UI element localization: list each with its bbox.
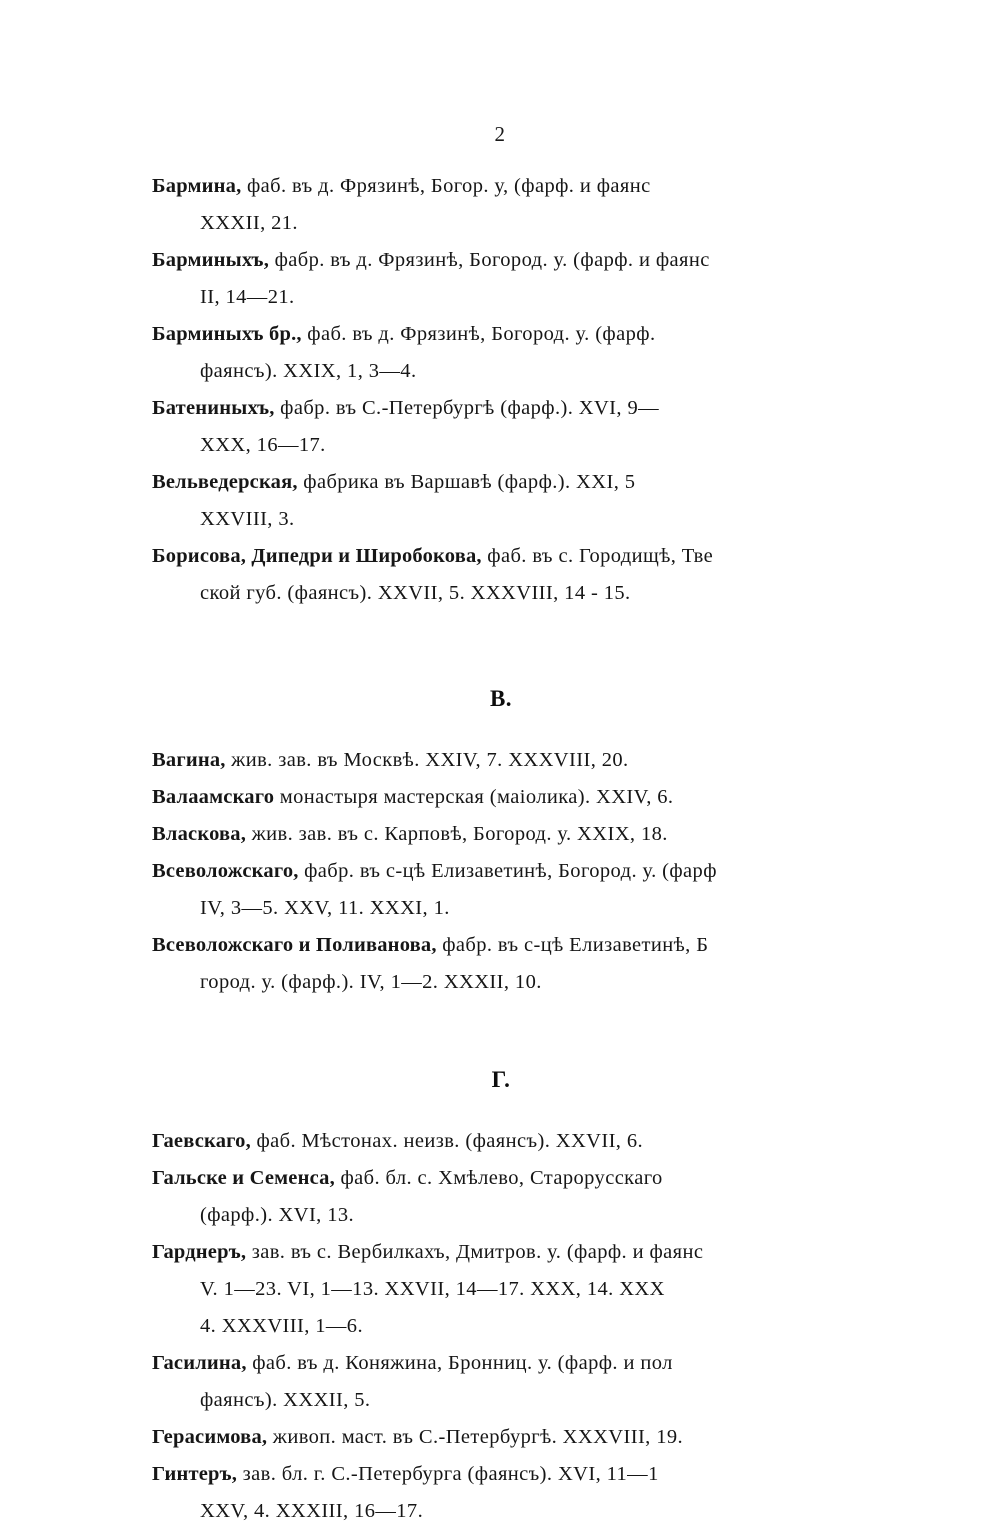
entry-body-text: фаб. бл. с. Хмѣлево, Старорусскаго [334, 1167, 663, 1189]
entry-body-text: фаб. въ д. Фрязинѣ, Богород. у. (фарф. [301, 323, 656, 345]
entry-headword: Вельведерская, [152, 471, 298, 493]
entry-body-text: жив. зав. въ Москвѣ. XXIV, 7. XXXVIII, 20. [225, 749, 629, 771]
entry-body-text: фаб. въ д. Фрязинѣ, Богор. у, (фарф. и фаянс [241, 175, 651, 197]
entry-body-text: 4. XXXVIII, 1—6. [200, 1315, 363, 1337]
section-spacer [152, 612, 850, 686]
entry-first-line [152, 1160, 850, 1197]
index-entry [152, 1419, 850, 1456]
entry-body-text: XXXII, 21. [200, 212, 298, 234]
entry-continuation-line [152, 279, 850, 316]
entry-continuation-line [152, 501, 850, 538]
entry-first-line [152, 742, 850, 779]
index-entry [152, 168, 850, 242]
entry-headword: Гаевскаго, [152, 1130, 251, 1152]
entry-headword: Барминыхъ бр., [152, 323, 302, 345]
entry-headword: Гарднеръ, [152, 1241, 247, 1263]
index-entry [152, 242, 850, 316]
entry-body-text: город. у. (фарф.). IV, 1—2. XXXII, 10. [200, 971, 542, 993]
entry-body-text: IV, 3—5. XXV, 11. XXXI, 1. [200, 897, 450, 919]
index-entry [152, 742, 850, 779]
index-entry [152, 1123, 850, 1160]
entry-continuation-line [152, 1493, 850, 1530]
section-heading-spacer [152, 1093, 850, 1123]
entry-body-text: фабр. въ д. Фрязинѣ, Богород. у. (фарф. и фаянс [269, 249, 710, 271]
entry-headword: Гальске и Семенса, [152, 1167, 335, 1189]
entry-body-text: XXX, 16—17. [200, 434, 326, 456]
entry-first-line [152, 316, 850, 353]
entry-continuation-line [152, 205, 850, 242]
page-number: 2 [494, 122, 506, 146]
entry-first-line [152, 242, 850, 279]
index-entry [152, 390, 850, 464]
entry-headword: Всеволожскаго и Поливанова, [152, 934, 437, 956]
entry-headword: Гинтеръ, [152, 1463, 238, 1485]
index-section [152, 1001, 850, 1530]
entry-continuation-line [152, 1271, 850, 1308]
entry-body-text: фабр. въ с-цѣ Елизаветинѣ, Богород. у. (фарф [298, 860, 717, 882]
entry-first-line [152, 390, 850, 427]
entry-body-text: фаб. Мѣстонах. неизв. (фаянсъ). XXVII, 6. [250, 1130, 644, 1152]
index-entry [152, 927, 850, 1001]
entry-body-text: ской губ. (фаянсъ). XXVII, 5. XXXVIII, 14 - 15. [200, 582, 631, 604]
entry-body-text: фаб. въ д. Коняжина, Бронниц. у. (фарф. и пол [246, 1352, 673, 1374]
entry-continuation-line [152, 1382, 850, 1419]
entry-headword: Барминыхъ, [152, 249, 270, 271]
section-spacer [152, 1001, 850, 1067]
index-section [152, 612, 850, 1001]
entry-headword: Борисова, Дипедри и Широбокова, [152, 545, 482, 567]
index-entry [152, 779, 850, 816]
index-sections [152, 168, 850, 1530]
index-entry [152, 1345, 850, 1419]
entry-continuation-line [152, 575, 850, 612]
entry-body-text: зав. въ с. Вербилкахъ, Дмитров. у. (фарф. и фаянс [246, 1241, 704, 1263]
index-entry [152, 853, 850, 927]
entry-body-text: зав. бл. г. С.-Петербурга (фаянсъ). XVI, 11—1 [237, 1463, 659, 1485]
entry-continuation-line [152, 353, 850, 390]
entry-body-text: фаянсъ). XXIX, 1, 3—4. [200, 360, 417, 382]
entry-continuation-line [152, 890, 850, 927]
entry-headword: Власкова, [152, 823, 247, 845]
section-letter-heading: Г. [491, 1067, 511, 1092]
entry-body-text: монастыря мастерская (маіолика). XXIV, 6. [274, 786, 674, 808]
entry-headword: Валаамскаго [152, 786, 275, 808]
index-entry [152, 464, 850, 538]
section-letter-heading: В. [489, 686, 513, 711]
index-entry [152, 1234, 850, 1345]
index-entry [152, 1456, 850, 1530]
entry-continuation-line [152, 1308, 850, 1345]
entry-body-text: XXVIII, 3. [200, 508, 295, 530]
entry-first-line [152, 1456, 850, 1493]
index-text-block [152, 168, 850, 1530]
entry-continuation-line [152, 427, 850, 464]
entry-first-line [152, 1123, 850, 1160]
entry-first-line [152, 927, 850, 964]
entry-headword: Всеволожскаго, [152, 860, 299, 882]
entry-body-text: V. 1—23. VI, 1—13. XXVII, 14—17. XXX, 14. XXX [200, 1278, 665, 1300]
entry-body-text: фабр. въ с-цѣ Елизаветинѣ, Б [436, 934, 709, 956]
entry-body-text: фабрика въ Варшавѣ (фарф.). XXI, 5 [297, 471, 636, 493]
index-entry [152, 538, 850, 612]
entry-first-line [152, 538, 850, 575]
entry-first-line [152, 1419, 850, 1456]
entry-headword: Батениныхъ, [152, 397, 275, 419]
entry-first-line [152, 464, 850, 501]
index-section [152, 168, 850, 612]
entry-first-line [152, 816, 850, 853]
entry-body-text: II, 14—21. [200, 286, 295, 308]
entry-first-line [152, 1234, 850, 1271]
entry-headword: Гасилина, [152, 1352, 247, 1374]
entry-headword: Бармина, [152, 175, 242, 197]
entry-first-line [152, 779, 850, 816]
entry-body-text: фаянсъ). XXXII, 5. [200, 1389, 371, 1411]
entry-body-text: фаб. въ с. Городищѣ, Тве [481, 545, 714, 567]
section-heading-spacer [152, 712, 850, 742]
entry-first-line [152, 853, 850, 890]
entry-first-line [152, 168, 850, 205]
entry-continuation-line [152, 1197, 850, 1234]
entry-body-text: XXV, 4. XXXIII, 16—17. [200, 1500, 424, 1522]
index-entry [152, 316, 850, 390]
index-entry [152, 1160, 850, 1234]
entry-body-text: (фарф.). XVI, 13. [200, 1204, 355, 1226]
entry-body-text: живоп. маст. въ С.-Петербургѣ. XXXVIII, 19. [267, 1426, 684, 1448]
entry-continuation-line [152, 964, 850, 1001]
index-entry [152, 816, 850, 853]
entry-body-text: фабр. въ С.-Петербургѣ (фарф.). XVI, 9— [274, 397, 659, 419]
entry-headword: Герасимова, [152, 1426, 268, 1448]
entry-first-line [152, 1345, 850, 1382]
entry-headword: Вагина, [152, 749, 226, 771]
entry-body-text: жив. зав. въ с. Карповѣ, Богород. у. XXIX, 18. [246, 823, 668, 845]
